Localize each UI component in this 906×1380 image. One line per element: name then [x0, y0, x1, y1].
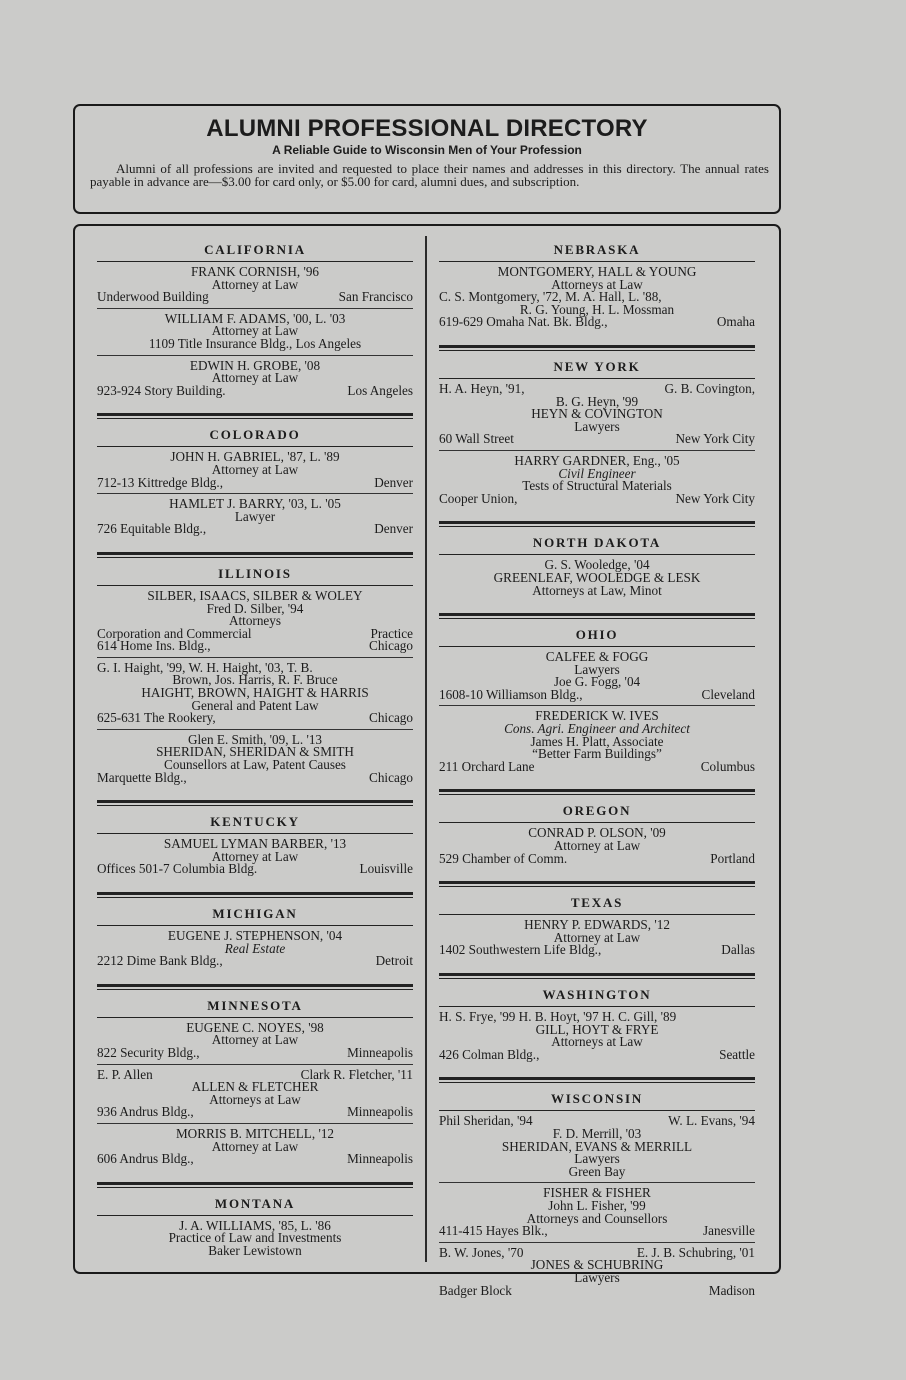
- card-line: [97, 291, 413, 304]
- card-line: [439, 1282, 755, 1298]
- card-line: GILL, HOYT & FRYE: [535, 1021, 659, 1037]
- card-line: WILLIAM F. ADAMS, '00, L. '03: [164, 310, 346, 326]
- state-section: [439, 881, 755, 961]
- card-line: [97, 474, 413, 490]
- state-heading: OHIO: [575, 627, 619, 643]
- card-line: Counsellors at Law, Patent Causes: [164, 757, 346, 773]
- state-section: [439, 789, 755, 869]
- card-line-left: G. I. Haight, '99, W. H. Haight, '03, T. B.: [97, 659, 313, 675]
- state-section: [97, 234, 413, 401]
- card-line: Attorney at Law: [553, 929, 641, 945]
- directory-card: [439, 706, 755, 777]
- card-line: SAMUEL LYMAN BARBER, '13: [163, 836, 347, 852]
- card-line-left: 529 Chamber of Comm.: [439, 850, 568, 866]
- card-line-left: 411-415 Hayes Blk.,: [439, 1223, 548, 1239]
- card-line-left: 822 Security Bldg.,: [97, 1044, 200, 1060]
- state-section: [439, 345, 755, 509]
- right-column: [439, 234, 755, 1313]
- state-section: [439, 613, 755, 777]
- state-heading: NEBRASKA: [553, 242, 641, 257]
- card-line: Attorney at Law: [211, 370, 299, 386]
- card-line: GREENLEAF, WOOLEDGE & LESK: [493, 569, 701, 585]
- card-line: Attorneys: [228, 613, 281, 629]
- page-title: ALUMNI PROFESSIONAL DIRECTORY: [206, 115, 648, 142]
- directory-card: [97, 1216, 413, 1262]
- card-line-right: Los Angeles: [347, 382, 413, 398]
- card-line: Lawyers: [574, 1269, 620, 1285]
- card-line: General and Patent Law: [191, 697, 319, 713]
- directory-box: [73, 224, 781, 1298]
- state-section: [97, 892, 413, 972]
- card-line-right: W. L. Evans, '94: [668, 1113, 755, 1129]
- directory-card: [439, 379, 755, 451]
- card-line-right: Minneapolis: [347, 1104, 413, 1120]
- card-line: HAMLET J. BARRY, '03, L. '05: [169, 496, 341, 512]
- card-line: James H. Platt, Associate: [530, 733, 664, 749]
- card-line-right: Seattle: [719, 1046, 755, 1062]
- card-line-left: 923-924 Story Building.: [97, 382, 226, 398]
- card-line: Attorney at Law: [211, 848, 299, 864]
- card-line-left: 614 Home Ins. Bldg.,: [97, 638, 211, 654]
- card-line: G. S. Wooledge, '04: [544, 557, 650, 573]
- card-line-right: New York City: [675, 431, 755, 447]
- card-line: F. D. Merrill, '03: [552, 1125, 642, 1141]
- card-line-left: 726 Equitable Bldg.,: [97, 521, 207, 537]
- card-line-right: Clark R. Fletcher, '11: [300, 1066, 413, 1082]
- card-line: [439, 850, 755, 866]
- card-line: Brown, Jos. Harris, R. F. Bruce: [172, 672, 338, 688]
- card-line: JONES & SCHUBRING: [530, 1257, 664, 1273]
- card-line-left: E. P. Allen: [97, 1066, 153, 1082]
- state-heading: TEXAS: [570, 895, 624, 911]
- card-line: R. G. Young, H. L. Mossman: [519, 301, 675, 317]
- directory-card: [97, 1065, 413, 1124]
- card-line-right: G. B. Covington,: [664, 380, 755, 396]
- card-line-left: 60 Wall Street: [439, 431, 514, 447]
- state-heading: WISCONSIN: [550, 1091, 644, 1107]
- card-line: Civil Engineer: [558, 465, 636, 481]
- card-line: [439, 1046, 755, 1062]
- card-line: [97, 523, 413, 536]
- directory-card: [439, 555, 755, 601]
- directory-card: [97, 262, 413, 309]
- card-line: Attorney at Law: [211, 1138, 299, 1154]
- card-line: Attorney at Law: [553, 838, 641, 854]
- card-line-left: 619-629 Omaha Nat. Bk. Bldg.,: [439, 314, 608, 330]
- card-line: Lawyers: [574, 418, 620, 434]
- card-line-right: Madison: [708, 1282, 755, 1298]
- card-line: HENRY P. EDWARDS, '12: [524, 917, 670, 933]
- directory-card: [97, 730, 413, 788]
- card-line-right: Janesville: [702, 1223, 755, 1239]
- card-line: Glen E. Smith, '09, L. '13: [187, 731, 323, 747]
- card-line-right: Minneapolis: [347, 1151, 413, 1167]
- directory-card: [97, 447, 413, 494]
- directory-card: [97, 1124, 413, 1170]
- page-subtitle: A Reliable Guide to Wisconsin Men of Your Profession: [272, 143, 582, 157]
- card-line: John L. Fisher, '99: [548, 1197, 646, 1213]
- card-line: MONTGOMERY, HALL & YOUNG: [497, 264, 697, 279]
- card-line-right: Denver: [374, 521, 413, 537]
- card-line-left: 712-13 Kittredge Bldg.,: [97, 474, 223, 490]
- directory-card: [439, 451, 755, 509]
- directory-card: [439, 915, 755, 961]
- card-line: [97, 1044, 413, 1060]
- directory-card: [439, 1243, 755, 1301]
- card-line-right: Practice: [370, 625, 413, 641]
- directory-card: [97, 356, 413, 402]
- card-line-right: Louisville: [359, 861, 413, 877]
- card-line: Baker Lewistown: [208, 1242, 302, 1258]
- card-line: Tests of Structural Materials: [522, 478, 672, 494]
- card-line: SHERIDAN, EVANS & MERRILL: [501, 1138, 693, 1154]
- card-line-right: San Francisco: [338, 289, 413, 305]
- state-section: [97, 984, 413, 1170]
- card-line: Attorney at Law: [211, 323, 299, 339]
- left-column: [97, 234, 413, 1274]
- card-line-left: 936 Andrus Bldg.,: [97, 1104, 194, 1120]
- card-line: J. A. WILLIAMS, '85, L. '86: [179, 1217, 331, 1233]
- card-line: [97, 1153, 413, 1166]
- card-line-left: Cooper Union,: [439, 490, 518, 506]
- card-line: [97, 382, 413, 398]
- card-line-right: Detroit: [375, 953, 413, 969]
- state-section: [97, 800, 413, 880]
- card-line-left: Marquette Bldg.,: [97, 769, 187, 785]
- card-line-left: 211 Orchard Lane: [439, 758, 535, 774]
- card-line: B. G. Heyn, '99: [555, 393, 639, 409]
- card-line: [97, 769, 413, 785]
- card-line-right: Denver: [374, 474, 413, 490]
- card-line: [439, 433, 755, 446]
- state-heading: OREGON: [562, 803, 632, 819]
- card-line-right: Chicago: [369, 769, 413, 785]
- card-line-left: Corporation and Commercial: [97, 625, 252, 641]
- directory-card: [97, 658, 413, 730]
- card-line: Attorneys and Counsellors: [526, 1210, 668, 1226]
- card-line: Fred D. Silber, '94: [206, 600, 304, 616]
- card-line: Lawyers: [574, 1151, 620, 1167]
- header-box: [73, 104, 781, 214]
- state-section: [439, 973, 755, 1065]
- card-line: SILBER, ISAACS, SILBER & WOLEY: [147, 587, 363, 603]
- card-line: EUGENE C. NOYES, '98: [186, 1019, 324, 1035]
- card-line-left: 625-631 The Rookery,: [97, 710, 216, 726]
- card-line: [97, 712, 413, 725]
- card-line-right: Columbus: [700, 758, 755, 774]
- card-line: [97, 640, 413, 653]
- card-line: [439, 944, 755, 957]
- state-section: [97, 1182, 413, 1262]
- card-line-right: E. J. B. Schubring, '01: [636, 1244, 755, 1260]
- card-line: [97, 863, 413, 876]
- card-line-left: H. S. Frye, '99 H. B. Hoyt, '97 H. C. Gill, '89: [439, 1009, 677, 1024]
- card-line: HARRY GARDNER, Eng., '05: [514, 452, 680, 468]
- card-line-left: C. S. Montgomery, '72, M. A. Hall, L. '88,: [439, 289, 662, 305]
- card-line: JOHN H. GABRIEL, '87, L. '89: [170, 449, 340, 465]
- card-line-right: Cleveland: [701, 686, 755, 702]
- card-line: Lawyer: [234, 508, 276, 524]
- card-line: Attorneys at Law, Minot: [532, 582, 662, 598]
- card-line: HAIGHT, BROWN, HAIGHT & HARRIS: [141, 685, 369, 701]
- card-line: [439, 686, 755, 702]
- directory-card: [97, 1018, 413, 1065]
- directory-card: [97, 494, 413, 540]
- card-line-left: Phil Sheridan, '94: [439, 1113, 533, 1129]
- card-line-left: 426 Colman Bldg.,: [439, 1046, 540, 1062]
- card-line-right: Minneapolis: [347, 1044, 413, 1060]
- directory-card: [439, 262, 755, 333]
- card-line: CALFEE & FOGG: [545, 649, 649, 665]
- directory-card: [439, 1111, 755, 1183]
- card-line-left: 606 Andrus Bldg.,: [97, 1151, 194, 1167]
- card-line: [439, 490, 755, 506]
- card-line-left: H. A. Heyn, '91,: [439, 380, 525, 396]
- state-heading: WASHINGTON: [542, 987, 652, 1002]
- state-section: [97, 552, 413, 788]
- state-heading: NORTH DAKOTA: [532, 535, 662, 551]
- card-line: Attorneys at Law: [209, 1091, 301, 1107]
- directory-card: [97, 834, 413, 880]
- card-line: SHERIDAN, SHERIDAN & SMITH: [156, 744, 354, 760]
- card-line-right: Omaha: [716, 314, 755, 330]
- card-line: Real Estate: [224, 940, 286, 956]
- directory-card: [97, 309, 413, 356]
- card-line-left: Badger Block: [439, 1282, 512, 1298]
- card-line: Attorneys at Law: [551, 1034, 643, 1050]
- card-line-right: Chicago: [369, 710, 413, 726]
- card-line-left: 1608-10 Williamson Bldg.,: [439, 686, 583, 702]
- state-section: [439, 1077, 755, 1301]
- directory-card: [439, 1183, 755, 1242]
- state-heading: MINNESOTA: [207, 997, 303, 1013]
- state-heading: ILLINOIS: [218, 565, 292, 581]
- card-line: EDWIN H. GROBE, '08: [189, 357, 321, 373]
- card-line: FRANK CORNISH, '96: [190, 264, 320, 279]
- card-line: Lawyers: [574, 661, 620, 677]
- state-heading: MICHIGAN: [212, 906, 298, 921]
- card-line: Green Bay: [568, 1163, 626, 1179]
- state-heading: MONTANA: [214, 1195, 296, 1211]
- card-line-left: Offices 501-7 Columbia Bldg.: [97, 861, 258, 877]
- card-line: “Better Farm Buildings”: [532, 746, 662, 762]
- card-line: Practice of Law and Investments: [168, 1230, 342, 1246]
- state-section: [97, 413, 413, 540]
- state-heading: KENTUCKY: [210, 814, 300, 830]
- card-line: 1109 Title Insurance Bldg., Los Angeles: [148, 335, 362, 351]
- directory-card: [439, 647, 755, 706]
- card-line: FREDERICK W. IVES: [535, 708, 659, 724]
- card-line-right: Portland: [710, 850, 755, 866]
- card-line-left: 2212 Dime Bank Bldg.,: [97, 953, 223, 969]
- card-line: Joe G. Fogg, '04: [553, 674, 641, 690]
- card-line: HEYN & COVINGTON: [531, 406, 663, 422]
- state-heading: NEW YORK: [553, 358, 641, 374]
- card-line: [439, 758, 755, 774]
- card-line-right: New York City: [675, 490, 755, 506]
- card-line: Attorney at Law: [211, 1032, 299, 1048]
- card-line: Cons. Agri. Engineer and Architect: [504, 721, 690, 737]
- state-heading: COLORADO: [209, 427, 301, 443]
- card-line: ALLEN & FLETCHER: [191, 1079, 319, 1095]
- card-line: EUGENE J. STEPHENSON, '04: [167, 928, 343, 943]
- card-line: FISHER & FISHER: [543, 1185, 651, 1201]
- card-line: MORRIS B. MITCHELL, '12: [175, 1125, 335, 1141]
- card-line: CONRAD P. OLSON, '09: [528, 825, 666, 841]
- card-line-right: Chicago: [369, 638, 413, 654]
- card-line-left: 1402 Southwestern Life Bldg.,: [439, 942, 602, 958]
- intro-text: Alumni of all professions are invited and requested to place their names and addresses in this directory. The annual rates payable in advance are—$3.00 for card only, or $5.00 for card, alumni dues, and subscription.: [90, 161, 769, 189]
- card-line: [97, 1106, 413, 1119]
- card-line: Attorneys at Law: [551, 276, 643, 292]
- directory-card: [97, 926, 413, 972]
- state-heading: CALIFORNIA: [204, 242, 306, 257]
- directory-card: [97, 586, 413, 658]
- card-line: [439, 316, 755, 329]
- card-line: Attorney at Law: [211, 276, 299, 292]
- card-line: Attorney at Law: [211, 461, 299, 477]
- card-line-left: Underwood Building: [97, 289, 209, 305]
- state-section: [439, 521, 755, 601]
- directory-card: [439, 823, 755, 869]
- card-line-right: Dallas: [721, 942, 755, 958]
- column-divider: [425, 236, 427, 1262]
- state-section: [439, 234, 755, 333]
- card-line: [97, 955, 413, 968]
- directory-card: [439, 1007, 755, 1065]
- card-line: [439, 1225, 755, 1238]
- card-line-left: B. W. Jones, '70: [439, 1244, 524, 1260]
